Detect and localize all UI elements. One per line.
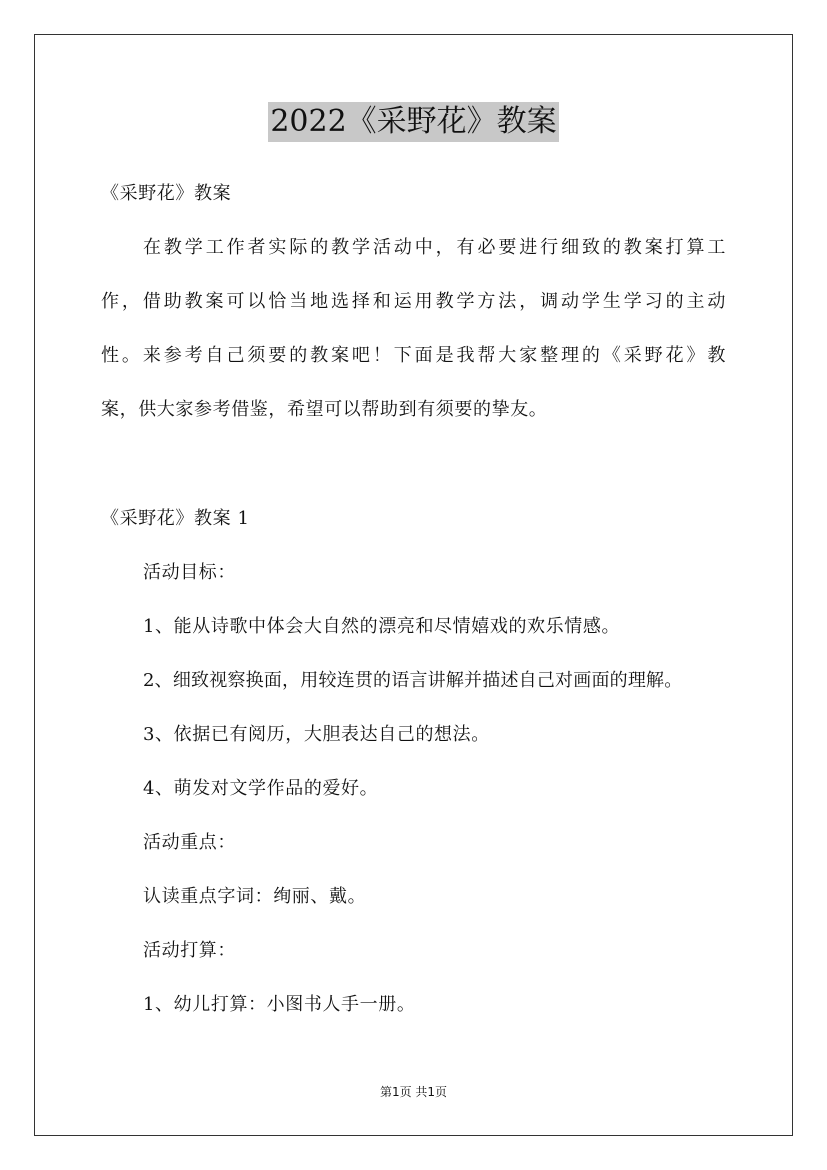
intro-line-1: 在教学工作者实际的教学活动中，有必要进行细致的教案打算工 [143,237,726,258]
key-label: 活动重点： [143,832,236,853]
goal-item-2: 2、细致视察换面，用较连贯的语言讲解并描述自己对画面的理解。 [143,670,683,691]
document-title: 2022《采野花》教案 [268,102,558,142]
prep-label: 活动打算： [143,940,236,961]
goal-item-3: 3、依据已有阅历，大胆表达自己的想法。 [143,724,490,745]
goal-item-4: 4、萌发对文学作品的爱好。 [143,778,379,799]
document-subtitle: 《采野花》教案 [101,183,232,204]
page-number: 第1页 共1页 [379,1085,448,1099]
goals-label: 活动目标： [143,562,236,583]
key-text: 认读重点字词：绚丽、戴。 [143,886,367,907]
intro-line-4: 案，供大家参考借鉴，希望可以帮助到有须要的挚友。 [101,399,548,420]
section-heading: 《采野花》教案 1 [101,508,250,529]
title-container [0,102,827,142]
prep-item-1: 1、幼儿打算：小图书人手一册。 [143,994,416,1015]
page-footer [0,1084,827,1100]
intro-line-3: 性。来参考自己须要的教案吧！下面是我帮大家整理的《采野花》教 [101,345,726,366]
goal-item-1: 1、能从诗歌中体会大自然的漂亮和尽情嬉戏的欢乐情感。 [143,616,621,637]
intro-line-2: 作，借助教案可以恰当地选择和运用教学方法，调动学生学习的主动 [101,291,726,312]
